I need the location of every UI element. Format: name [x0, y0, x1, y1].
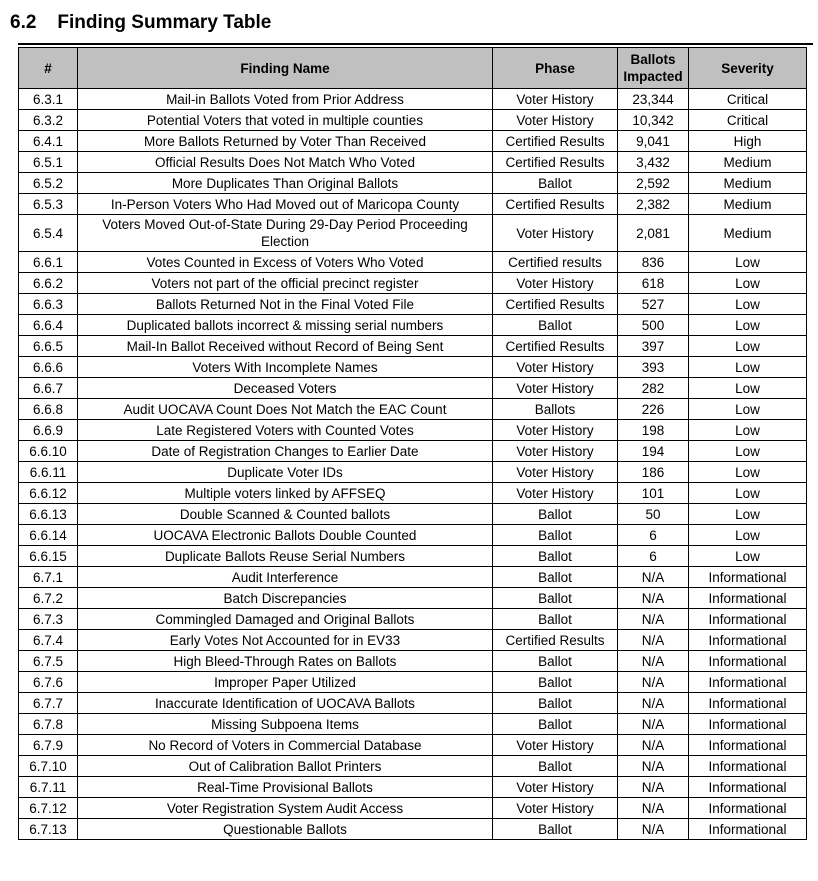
finding-name-cell: Improper Paper Utilized [78, 672, 493, 693]
finding-name-cell: Duplicate Ballots Reuse Serial Numbers [78, 546, 493, 567]
phase-cell: Ballot [493, 315, 618, 336]
finding-id-cell: 6.7.7 [19, 693, 78, 714]
finding-id-cell: 6.3.1 [19, 89, 78, 110]
severity-cell: Low [689, 273, 807, 294]
finding-id-cell: 6.6.5 [19, 336, 78, 357]
severity-cell: Informational [689, 609, 807, 630]
finding-name-cell: Votes Counted in Excess of Voters Who Voted [78, 252, 493, 273]
finding-name-cell: Questionable Ballots [78, 819, 493, 840]
ballots-impacted-cell: 3,432 [618, 152, 689, 173]
finding-id-cell: 6.5.3 [19, 194, 78, 215]
phase-cell: Ballot [493, 173, 618, 194]
severity-cell: Low [689, 441, 807, 462]
finding-id-cell: 6.6.14 [19, 525, 78, 546]
phase-cell: Certified Results [493, 336, 618, 357]
finding-name-cell: Audit Interference [78, 567, 493, 588]
finding-name-cell: Ballots Returned Not in the Final Voted File [78, 294, 493, 315]
table-row [19, 756, 807, 777]
severity-cell: Low [689, 378, 807, 399]
table-row [19, 378, 807, 399]
phase-cell: Ballot [493, 525, 618, 546]
finding-id-cell: 6.7.13 [19, 819, 78, 840]
ballots-impacted-cell: 836 [618, 252, 689, 273]
table-row [19, 194, 807, 215]
finding-id-cell: 6.7.3 [19, 609, 78, 630]
severity-cell: Low [689, 399, 807, 420]
severity-cell: Informational [689, 714, 807, 735]
phase-cell: Ballot [493, 693, 618, 714]
table-row [19, 215, 807, 252]
phase-cell: Certified Results [493, 131, 618, 152]
phase-cell: Ballot [493, 651, 618, 672]
finding-id-cell: 6.4.1 [19, 131, 78, 152]
phase-cell: Voter History [493, 420, 618, 441]
severity-cell: Informational [689, 756, 807, 777]
finding-id-cell: 6.7.9 [19, 735, 78, 756]
severity-cell: Informational [689, 777, 807, 798]
table-body [19, 89, 807, 840]
ballots-impacted-cell: N/A [618, 819, 689, 840]
ballots-impacted-cell: 6 [618, 525, 689, 546]
severity-cell: Medium [689, 194, 807, 215]
phase-cell: Ballot [493, 546, 618, 567]
finding-name-cell: Voters With Incomplete Names [78, 357, 493, 378]
phase-cell: Certified Results [493, 194, 618, 215]
finding-name-cell: Deceased Voters [78, 378, 493, 399]
finding-name-cell: Voter Registration System Audit Access [78, 798, 493, 819]
finding-id-cell: 6.7.6 [19, 672, 78, 693]
ballots-impacted-cell: 6 [618, 546, 689, 567]
table-row [19, 131, 807, 152]
ballots-impacted-cell: N/A [618, 651, 689, 672]
severity-cell: Medium [689, 215, 807, 252]
table-row [19, 315, 807, 336]
ballots-impacted-cell: N/A [618, 588, 689, 609]
table-header-row [19, 48, 807, 89]
col-header-ballots-impacted: Ballots Impacted [618, 48, 689, 89]
ballots-impacted-cell: N/A [618, 630, 689, 651]
severity-cell: Low [689, 336, 807, 357]
severity-cell: Informational [689, 672, 807, 693]
ballots-impacted-cell: N/A [618, 756, 689, 777]
phase-cell: Ballot [493, 714, 618, 735]
severity-cell: Low [689, 525, 807, 546]
finding-id-cell: 6.6.9 [19, 420, 78, 441]
severity-cell: Low [689, 504, 807, 525]
table-row [19, 588, 807, 609]
heading-rule [18, 43, 813, 45]
table-row [19, 173, 807, 194]
phase-cell: Ballot [493, 588, 618, 609]
table-row [19, 798, 807, 819]
finding-name-cell: Missing Subpoena Items [78, 714, 493, 735]
finding-id-cell: 6.7.12 [19, 798, 78, 819]
ballots-impacted-cell: N/A [618, 672, 689, 693]
phase-cell: Voter History [493, 357, 618, 378]
ballots-impacted-cell: 10,342 [618, 110, 689, 131]
ballots-impacted-cell: 198 [618, 420, 689, 441]
finding-name-cell: Date of Registration Changes to Earlier Date [78, 441, 493, 462]
ballots-impacted-cell: 226 [618, 399, 689, 420]
severity-cell: Informational [689, 819, 807, 840]
table-row [19, 420, 807, 441]
finding-id-cell: 6.7.11 [19, 777, 78, 798]
ballots-impacted-cell: 2,592 [618, 173, 689, 194]
ballots-impacted-cell: 527 [618, 294, 689, 315]
ballots-impacted-cell: 2,081 [618, 215, 689, 252]
finding-name-cell: Duplicated ballots incorrect & missing serial numbers [78, 315, 493, 336]
finding-id-cell: 6.7.10 [19, 756, 78, 777]
ballots-impacted-cell: 2,382 [618, 194, 689, 215]
ballots-impacted-cell: 282 [618, 378, 689, 399]
severity-cell: Low [689, 462, 807, 483]
finding-id-cell: 6.6.1 [19, 252, 78, 273]
table-row [19, 483, 807, 504]
table-row [19, 714, 807, 735]
severity-cell: Informational [689, 693, 807, 714]
col-header-finding-name: Finding Name [78, 48, 493, 89]
severity-cell: Informational [689, 588, 807, 609]
finding-id-cell: 6.3.2 [19, 110, 78, 131]
finding-name-cell: Official Results Does Not Match Who Voted [78, 152, 493, 173]
phase-cell: Ballot [493, 819, 618, 840]
phase-cell: Ballot [493, 756, 618, 777]
col-header-number: # [19, 48, 78, 89]
phase-cell: Certified Results [493, 630, 618, 651]
finding-id-cell: 6.5.1 [19, 152, 78, 173]
severity-cell: Medium [689, 152, 807, 173]
table-row [19, 152, 807, 173]
finding-name-cell: Voters Moved Out-of-State During 29-Day Period Proceeding Election [78, 215, 493, 252]
phase-cell: Voter History [493, 483, 618, 504]
severity-cell: Informational [689, 798, 807, 819]
phase-cell: Voter History [493, 441, 618, 462]
phase-cell: Voter History [493, 735, 618, 756]
table-row [19, 441, 807, 462]
severity-cell: Low [689, 420, 807, 441]
phase-cell: Ballot [493, 609, 618, 630]
ballots-impacted-cell: N/A [618, 567, 689, 588]
table-row [19, 399, 807, 420]
finding-name-cell: Double Scanned & Counted ballots [78, 504, 493, 525]
ballots-impacted-cell: 500 [618, 315, 689, 336]
finding-name-cell: Potential Voters that voted in multiple counties [78, 110, 493, 131]
ballots-impacted-cell: 397 [618, 336, 689, 357]
ballots-impacted-cell: N/A [618, 735, 689, 756]
finding-name-cell: High Bleed-Through Rates on Ballots [78, 651, 493, 672]
ballots-impacted-cell: 101 [618, 483, 689, 504]
finding-name-cell: Batch Discrepancies [78, 588, 493, 609]
finding-name-cell: Audit UOCAVA Count Does Not Match the EAC Count [78, 399, 493, 420]
table-row [19, 273, 807, 294]
ballots-impacted-cell: 9,041 [618, 131, 689, 152]
severity-cell: Low [689, 315, 807, 336]
phase-cell: Certified Results [493, 294, 618, 315]
table-row [19, 651, 807, 672]
finding-id-cell: 6.7.2 [19, 588, 78, 609]
severity-cell: Critical [689, 89, 807, 110]
phase-cell: Voter History [493, 378, 618, 399]
phase-cell: Ballot [493, 567, 618, 588]
finding-id-cell: 6.6.7 [19, 378, 78, 399]
ballots-impacted-cell: N/A [618, 693, 689, 714]
table-row [19, 546, 807, 567]
phase-cell: Certified results [493, 252, 618, 273]
severity-cell: Critical [689, 110, 807, 131]
table-row [19, 336, 807, 357]
table-row [19, 819, 807, 840]
table-row [19, 110, 807, 131]
finding-id-cell: 6.5.2 [19, 173, 78, 194]
ballots-impacted-cell: N/A [618, 798, 689, 819]
phase-cell: Voter History [493, 798, 618, 819]
finding-name-cell: Mail-in Ballots Voted from Prior Address [78, 89, 493, 110]
severity-cell: Low [689, 294, 807, 315]
severity-cell: Low [689, 357, 807, 378]
phase-cell: Voter History [493, 462, 618, 483]
phase-cell: Certified Results [493, 152, 618, 173]
severity-cell: Low [689, 252, 807, 273]
finding-id-cell: 6.7.5 [19, 651, 78, 672]
finding-id-cell: 6.7.4 [19, 630, 78, 651]
finding-name-cell: Real-Time Provisional Ballots [78, 777, 493, 798]
table-row [19, 525, 807, 546]
finding-id-cell: 6.6.8 [19, 399, 78, 420]
col-header-phase: Phase [493, 48, 618, 89]
ballots-impacted-cell: N/A [618, 777, 689, 798]
table-row [19, 672, 807, 693]
table-row [19, 693, 807, 714]
finding-id-cell: 6.6.12 [19, 483, 78, 504]
finding-summary-table [18, 47, 807, 840]
finding-id-cell: 6.6.13 [19, 504, 78, 525]
finding-name-cell: Mail-In Ballot Received without Record of Being Sent [78, 336, 493, 357]
finding-name-cell: In-Person Voters Who Had Moved out of Maricopa County [78, 194, 493, 215]
finding-name-cell: Multiple voters linked by AFFSEQ [78, 483, 493, 504]
table-row [19, 252, 807, 273]
severity-cell: Informational [689, 567, 807, 588]
table-row [19, 462, 807, 483]
severity-cell: Informational [689, 735, 807, 756]
ballots-impacted-cell: 618 [618, 273, 689, 294]
table-row [19, 735, 807, 756]
finding-name-cell: Out of Calibration Ballot Printers [78, 756, 493, 777]
phase-cell: Voter History [493, 777, 618, 798]
table-row [19, 567, 807, 588]
table-row [19, 630, 807, 651]
table-row [19, 89, 807, 110]
ballots-impacted-cell: N/A [618, 609, 689, 630]
finding-id-cell: 6.7.1 [19, 567, 78, 588]
table-row [19, 294, 807, 315]
finding-name-cell: More Ballots Returned by Voter Than Received [78, 131, 493, 152]
section-number: 6.2 [10, 12, 37, 33]
severity-cell: High [689, 131, 807, 152]
finding-name-cell: No Record of Voters in Commercial Database [78, 735, 493, 756]
finding-name-cell: Late Registered Voters with Counted Votes [78, 420, 493, 441]
finding-id-cell: 6.6.2 [19, 273, 78, 294]
phase-cell: Voter History [493, 215, 618, 252]
finding-id-cell: 6.6.3 [19, 294, 78, 315]
severity-cell: Low [689, 546, 807, 567]
finding-name-cell: Duplicate Voter IDs [78, 462, 493, 483]
phase-cell: Ballots [493, 399, 618, 420]
finding-id-cell: 6.7.8 [19, 714, 78, 735]
section-heading [10, 12, 271, 34]
finding-name-cell: Inaccurate Identification of UOCAVA Ballots [78, 693, 493, 714]
ballots-impacted-cell: 393 [618, 357, 689, 378]
severity-cell: Informational [689, 651, 807, 672]
finding-id-cell: 6.6.6 [19, 357, 78, 378]
ballots-impacted-cell: 194 [618, 441, 689, 462]
phase-cell: Ballot [493, 504, 618, 525]
table-row [19, 504, 807, 525]
severity-cell: Medium [689, 173, 807, 194]
severity-cell: Low [689, 483, 807, 504]
finding-id-cell: 6.6.11 [19, 462, 78, 483]
ballots-impacted-cell: 50 [618, 504, 689, 525]
finding-name-cell: UOCAVA Electronic Ballots Double Counted [78, 525, 493, 546]
finding-id-cell: 6.5.4 [19, 215, 78, 252]
finding-id-cell: 6.6.10 [19, 441, 78, 462]
phase-cell: Voter History [493, 110, 618, 131]
ballots-impacted-cell: 186 [618, 462, 689, 483]
finding-id-cell: 6.6.15 [19, 546, 78, 567]
phase-cell: Ballot [493, 672, 618, 693]
ballots-impacted-cell: 23,344 [618, 89, 689, 110]
table-row [19, 777, 807, 798]
finding-name-cell: Voters not part of the official precinct register [78, 273, 493, 294]
phase-cell: Voter History [493, 89, 618, 110]
col-header-severity: Severity [689, 48, 807, 89]
table-row [19, 357, 807, 378]
severity-cell: Informational [689, 630, 807, 651]
finding-id-cell: 6.6.4 [19, 315, 78, 336]
phase-cell: Voter History [493, 273, 618, 294]
finding-name-cell: More Duplicates Than Original Ballots [78, 173, 493, 194]
finding-name-cell: Early Votes Not Accounted for in EV33 [78, 630, 493, 651]
table-row [19, 609, 807, 630]
section-title: Finding Summary Table [57, 12, 272, 33]
ballots-impacted-cell: N/A [618, 714, 689, 735]
finding-name-cell: Commingled Damaged and Original Ballots [78, 609, 493, 630]
